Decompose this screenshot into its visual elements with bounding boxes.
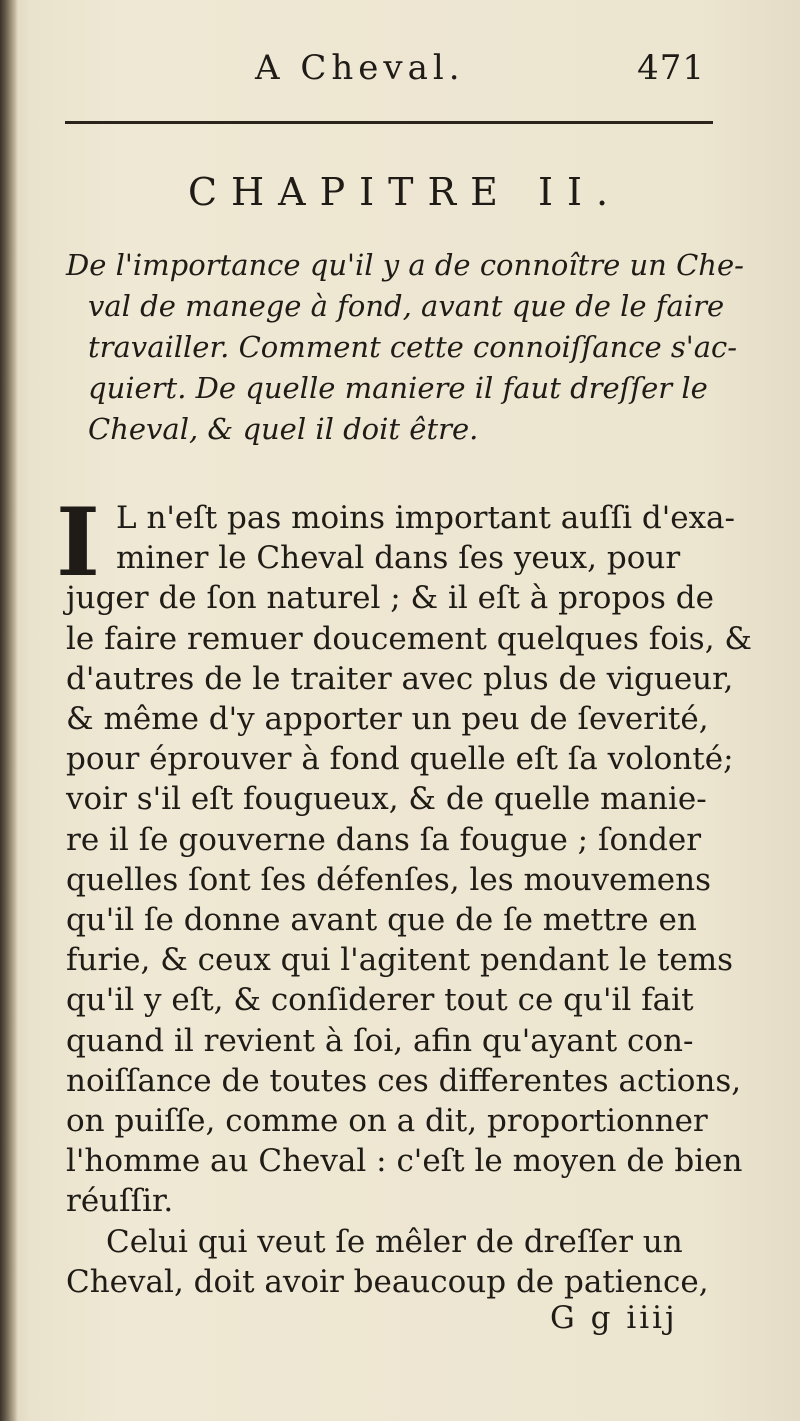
text-line: le faire remuer doucement quelques fois, & bbox=[66, 620, 752, 657]
text-line: l'homme au Cheval : c'eſt le moyen de bien bbox=[66, 1143, 743, 1180]
text-line: d'autres de le traiter avec plus de vigueur, bbox=[66, 660, 734, 697]
summary-line: quiert. De quelle maniere il faut dreſſer le bbox=[88, 371, 708, 405]
header-rule bbox=[65, 121, 713, 124]
page-number: 471 bbox=[637, 48, 705, 88]
text-line: & même d'y apporter un peu de ſeverité, bbox=[66, 701, 709, 738]
body-text bbox=[66, 498, 752, 1302]
text-line: on puiſſe, comme on a dit, proportionner bbox=[66, 1103, 708, 1140]
text-line: qu'il y eſt, & conſiderer tout ce qu'il fait bbox=[66, 982, 694, 1019]
running-title: A Cheval. bbox=[255, 48, 465, 88]
text-line: furie, & ceux qui l'agitent pendant le tems bbox=[66, 942, 733, 979]
text-line: Celui qui veut ſe mêler de dreſſer un bbox=[106, 1223, 683, 1260]
text-line: miner le Cheval dans ſes yeux, pour bbox=[116, 540, 681, 577]
summary-line: De l'importance qu'il y a de connoître un Che- bbox=[66, 248, 744, 282]
summary-line: Cheval, & quel il doit être. bbox=[88, 412, 479, 446]
drop-capital: I bbox=[56, 488, 100, 598]
text-line: quand il revient à ſoi, afin qu'ayant con- bbox=[66, 1022, 694, 1059]
text-line: qu'il ſe donne avant que de ſe mettre en bbox=[66, 902, 697, 939]
text-line: voir s'il eſt fougueux, & de quelle manie- bbox=[66, 781, 707, 818]
text-line: noiſſance de toutes ces differentes actions, bbox=[66, 1062, 742, 1099]
text-line: juger de ſon naturel ; & il eſt à propos de bbox=[66, 580, 714, 617]
running-head bbox=[255, 48, 705, 98]
summary-line: val de manege à fond, avant que de le faire bbox=[88, 289, 725, 323]
text-line: Cheval, doit avoir beaucoup de patience, bbox=[66, 1263, 709, 1300]
text-line: réuſſir. bbox=[66, 1183, 174, 1220]
text-line: quelles ſont ſes défenſes, les mouvemens bbox=[66, 861, 712, 898]
text-line: pour éprouver à fond quelle eſt ſa volonté; bbox=[66, 741, 734, 778]
chapter-summary bbox=[66, 245, 746, 450]
text-line: re il ſe gouverne dans ſa fougue ; ſonder bbox=[66, 821, 702, 858]
signature-mark: G g iiij bbox=[550, 1300, 678, 1336]
text-line: L n'eſt pas moins important auſſi d'exa- bbox=[116, 500, 736, 536]
summary-line: travailler. Comment cette connoiſſance s'ac- bbox=[88, 330, 738, 364]
chapter-heading: CHAPITRE II. bbox=[187, 170, 623, 214]
